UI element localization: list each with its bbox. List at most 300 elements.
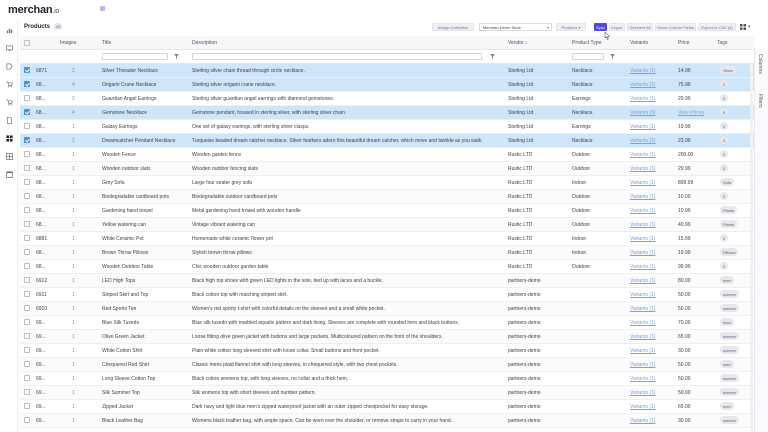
cell-description: Wooden garden fence: [192, 152, 242, 158]
cell-variants[interactable]: Variants (1): [630, 362, 656, 368]
table-row[interactable]: [20, 148, 754, 162]
cell-price: 65.00: [678, 334, 691, 340]
cell-price: 50.00: [678, 376, 691, 382]
cell-id: 69...: [36, 362, 46, 368]
cell-vendor: Rustic LTD: [508, 194, 533, 200]
table-row[interactable]: [20, 64, 754, 78]
monitor-icon[interactable]: [5, 44, 13, 52]
cell-variants[interactable]: Variants (1): [630, 138, 656, 144]
cell-product-type: Earrings: [572, 96, 591, 102]
cell-variants[interactable]: Variants (1): [630, 68, 656, 74]
cell-description: Womens black leather bag, with ample space. Can be worn over the shoulder, or remove straps to carry in your hand.: [192, 418, 453, 424]
row-checkbox[interactable]: [24, 375, 30, 381]
table-row[interactable]: [20, 246, 754, 260]
row-checkbox[interactable]: [24, 333, 30, 339]
cell-id: 68...: [36, 152, 46, 158]
cell-description: Classic mens plaid flannel shirt with long sleeves, in chequered style, with two chest pockets.: [192, 362, 398, 368]
cell-id: 69...: [36, 334, 46, 340]
cell-variants[interactable]: Variants (1): [630, 348, 656, 354]
row-checkbox[interactable]: [24, 137, 30, 143]
filters-tab[interactable]: Filters: [757, 94, 763, 108]
cell-description: Women's red sporty t-shirt with colorful details on the sleeves and a small white pocket.: [192, 306, 385, 312]
cell-id: 68...: [36, 208, 46, 214]
cell-variants[interactable]: Variants (3): [630, 110, 656, 116]
cell-variants[interactable]: Variants (1): [630, 180, 656, 186]
row-checkbox[interactable]: [24, 81, 30, 87]
show-custom-fields-button[interactable]: Show Custom Fields: [655, 23, 696, 31]
cell-id: 68...: [36, 166, 46, 172]
cell-product-type: Necklace: [572, 82, 593, 88]
cell-images: 4: [72, 110, 75, 116]
cell-vendor: partners-demo: [508, 362, 541, 368]
description-filter-input[interactable]: [192, 53, 482, 60]
cell-title: Wooden Fence: [102, 152, 136, 158]
cell-title: Yellow watering can: [102, 222, 147, 228]
cell-variants[interactable]: Variants (1): [630, 404, 656, 410]
cell-vendor: Rustic LTD: [508, 236, 533, 242]
cell-variants[interactable]: Variants (1): [630, 292, 656, 298]
cell-title: Dreamcatcher Pendant Necklace: [102, 138, 176, 144]
cell-title: White Ceramic Pot: [102, 236, 144, 242]
cell-description: Large four seater grey sofa: [192, 180, 253, 186]
tag-badge: women: [720, 332, 739, 340]
cell-product-type: Earrings: [572, 124, 591, 130]
cell-product-type: Outdoor: [572, 166, 591, 172]
cell-id: 6871: [36, 68, 48, 74]
table-row[interactable]: [20, 260, 754, 274]
product-count-badge: 40: [56, 24, 61, 29]
filter-icon[interactable]: [490, 54, 495, 59]
cell-vendor: partners-demo: [508, 376, 541, 382]
table-row[interactable]: [20, 190, 754, 204]
cell-title: Brown Throw Pillows: [102, 250, 149, 256]
tag-badge: men: [720, 276, 734, 284]
tag-badge: Silver: [720, 66, 736, 74]
cell-title: Silver Threader Necklace: [102, 68, 159, 74]
tag-badge: women: [720, 290, 739, 298]
cell-description: Gemstone pendant, housed in sterling silver, with sterling silver chain.: [192, 110, 347, 116]
row-checkbox[interactable]: [24, 361, 30, 367]
cell-price[interactable]: View Prices: [678, 110, 705, 116]
cell-id: 68...: [36, 194, 46, 200]
cell-price: 30.00: [678, 418, 691, 424]
tag-badge: men: [720, 318, 734, 326]
row-checkbox[interactable]: [24, 403, 30, 409]
document-icon[interactable]: [5, 116, 13, 124]
cart-alt-icon[interactable]: [5, 98, 13, 106]
cell-price: 29.99: [678, 166, 691, 172]
cell-title: Silk Summer Top: [102, 390, 140, 396]
title-filter-input[interactable]: [102, 53, 168, 60]
deselect-all-button[interactable]: Deselect All: [627, 23, 653, 31]
cell-id: 69...: [36, 418, 46, 424]
cell-description: Blue silk tuxedo with marbled aquatic pattern and dark lining. Sleeves are complete with rounded hem and black buttons.: [192, 320, 460, 326]
table-row[interactable]: [20, 330, 754, 344]
vertical-scrollbar[interactable]: [750, 64, 753, 432]
select-all-checkbox[interactable]: [24, 40, 30, 46]
cell-variants[interactable]: Variants (1): [630, 236, 656, 242]
cell-description: Dark navy and light blue men's zipped waterproof jacket with an outer zipped chestpocket for easy storage.: [192, 404, 429, 410]
table-row[interactable]: [20, 78, 754, 92]
cell-price: 70.00: [678, 320, 691, 326]
cell-description: Black cotton top with matching striped skirt.: [192, 292, 288, 298]
cell-title: White Cotton Shirt: [102, 348, 143, 354]
cell-images: 1: [72, 278, 75, 284]
cell-product-type: Necklace: [572, 138, 593, 144]
tag-badge: Plants: [720, 206, 737, 214]
cell-vendor: partners-demo: [508, 334, 541, 340]
tag-badge: 4: [720, 136, 728, 144]
cell-id: 69...: [36, 376, 46, 382]
cell-product-type: Outdoor: [572, 222, 591, 228]
row-checkbox[interactable]: [24, 221, 30, 227]
cell-title: Olive Green Jacket: [102, 334, 145, 340]
cell-price: 899.99: [678, 180, 694, 186]
cell-title: Biodegradable cardboard pots: [102, 194, 169, 200]
cell-price: 200.00: [678, 152, 694, 158]
cell-images: 2: [72, 68, 75, 74]
title-group: [24, 23, 62, 30]
cell-vendor: Sterling Ltd: [508, 68, 534, 74]
cell-title: Blue Silk Tuxedo: [102, 320, 140, 326]
table-row[interactable]: [20, 316, 754, 330]
table-row[interactable]: [20, 204, 754, 218]
table-row[interactable]: [20, 134, 754, 148]
tag-icon[interactable]: [5, 62, 13, 70]
cell-id: 6912: [36, 278, 48, 284]
cell-variants[interactable]: Variants (1): [630, 82, 656, 88]
table-row[interactable]: [20, 274, 754, 288]
cell-variants[interactable]: Variants (1): [630, 320, 656, 326]
table-row[interactable]: [20, 414, 754, 428]
table-header: [20, 36, 754, 50]
table-row[interactable]: [20, 400, 754, 414]
cell-variants[interactable]: Variants (1): [630, 208, 656, 214]
cell-variants[interactable]: Variants (1): [630, 376, 656, 382]
col-description[interactable]: Description: [192, 40, 218, 46]
chevron-down-icon: ▾: [546, 25, 549, 30]
cell-id: 68...: [36, 110, 46, 116]
row-checkbox[interactable]: [24, 67, 30, 73]
cell-vendor: partners-demo: [508, 278, 541, 284]
cell-images: 1: [72, 194, 75, 200]
top-bar: [0, 0, 768, 20]
row-checkbox[interactable]: [24, 319, 30, 325]
cell-id: 68...: [36, 96, 46, 102]
cart-icon[interactable]: [5, 80, 13, 88]
cell-description: Chic wooden outdoor garden table: [192, 264, 269, 270]
box-icon[interactable]: [5, 170, 13, 178]
cell-id: 68...: [36, 222, 46, 228]
view-chevron-icon[interactable]: ▾: [748, 24, 751, 30]
page-title: Products: [24, 23, 51, 30]
grid-icon[interactable]: [5, 134, 13, 142]
cell-title: Origami Crane Necklace: [102, 82, 157, 88]
row-checkbox[interactable]: [24, 151, 30, 157]
cell-variants[interactable]: Variants (1): [630, 222, 656, 228]
store-select[interactable]: Merchan Demo Store ▾: [479, 23, 552, 31]
cell-title: Grey Sofa: [102, 180, 125, 186]
cell-images: 4: [72, 82, 75, 88]
cell-variants[interactable]: Variants (1): [630, 194, 656, 200]
table-row[interactable]: [20, 344, 754, 358]
import-button[interactable]: Import: [609, 23, 625, 31]
cell-price: 80.00: [678, 278, 691, 284]
cell-images: 1: [72, 320, 75, 326]
type-filter-input[interactable]: [572, 53, 604, 60]
cell-description: Biodegradable outdoor cardboard pots: [192, 194, 278, 200]
cell-id: 6910: [36, 306, 48, 312]
cell-vendor: partners-demo: [508, 292, 541, 298]
cell-description: Sterling silver origami crane necklace.: [192, 82, 277, 88]
right-panel-tabs: [754, 48, 768, 432]
row-checkbox[interactable]: [24, 305, 30, 311]
cell-product-type: Necklace: [572, 110, 593, 116]
cell-product-type: Outdoor: [572, 208, 591, 214]
cell-id: 69...: [36, 390, 46, 396]
cell-price: 29.99: [678, 96, 691, 102]
tag-badge: 2: [720, 150, 728, 158]
cell-id: 68...: [36, 180, 46, 186]
cell-price: 10.99: [678, 208, 691, 214]
row-checkbox[interactable]: [24, 123, 30, 129]
tag-badge: women: [720, 304, 739, 312]
toolbar: [20, 22, 754, 34]
cell-variants[interactable]: Variants (1): [630, 334, 656, 340]
row-checkbox[interactable]: [24, 95, 30, 101]
notification-icon[interactable]: [100, 6, 105, 11]
mouse-cursor-icon: [604, 32, 610, 40]
cell-price: 65.00: [678, 404, 691, 410]
cell-description: Metal gardening hand trowel with wooden handle: [192, 208, 301, 214]
export-csv-button[interactable]: Export to CSV (4): [698, 23, 736, 31]
cell-id: 69...: [36, 320, 46, 326]
cell-description: Turquoise beaded dream catcher necklace. Silver feathers adorn this beautiful dream catcher, which move and twinkle as you walk.: [192, 138, 483, 144]
cell-product-type: Indoor: [572, 236, 587, 242]
cell-description: Silk womens top with short sleeves and number pattern.: [192, 390, 316, 396]
table-row[interactable]: [20, 176, 754, 190]
cell-description: Homemade white ceramic flower pot: [192, 236, 273, 242]
cell-vendor: Sterling Ltd: [508, 110, 534, 116]
cell-price: 50.00: [678, 292, 691, 298]
cell-images: 1: [72, 152, 75, 158]
row-checkbox[interactable]: [24, 193, 30, 199]
tag-badge: women: [720, 416, 739, 424]
row-checkbox[interactable]: [24, 291, 30, 297]
tag-badge: women: [720, 374, 739, 382]
cell-vendor: Rustic LTD: [508, 152, 533, 158]
cell-id: 6881: [36, 236, 48, 242]
cell-description: Black high top shoes with green LED lights in the sole, tied up with laces and a buckle.: [192, 278, 384, 284]
cell-price: 19.99: [678, 124, 691, 130]
assign-collection-button[interactable]: Assign Collection: [432, 23, 474, 31]
cell-variants[interactable]: Variants (1): [630, 306, 656, 312]
cell-product-type: Necklace: [572, 68, 593, 74]
cell-description: Stylish brown throw pillows: [192, 250, 252, 256]
row-checkbox[interactable]: [24, 207, 30, 213]
cell-title: Zipped Jacket: [102, 404, 134, 410]
col-tags[interactable]: Tags: [717, 40, 728, 46]
tag-badge: women: [720, 388, 739, 396]
cell-price: 50.00: [678, 390, 691, 396]
cell-id: 68...: [36, 250, 46, 256]
table-row[interactable]: [20, 372, 754, 386]
tag-badge: 2: [720, 94, 728, 102]
cell-id: 6911: [36, 292, 47, 298]
col-product-type[interactable]: Product Type: [572, 40, 602, 46]
cell-vendor: Sterling Ltd: [508, 138, 534, 144]
row-checkbox[interactable]: [24, 109, 30, 115]
cell-vendor: Rustic LTD: [508, 222, 533, 228]
app-logo[interactable]: merchan.io: [8, 4, 60, 16]
products-select[interactable]: Products ▾: [556, 23, 586, 31]
cell-variants[interactable]: Variants (1): [630, 96, 656, 102]
cell-product-type: Outdoor: [572, 152, 591, 158]
cell-product-type: Outdoor: [572, 264, 591, 270]
cell-price: 23.99: [678, 138, 691, 144]
cell-variants[interactable]: Variants (1): [630, 264, 656, 270]
cell-images: 1: [72, 292, 75, 298]
cell-vendor: Rustic LTD: [508, 180, 533, 186]
row-checkbox[interactable]: [24, 165, 30, 171]
tag-badge: 2: [720, 80, 728, 88]
cell-variants[interactable]: Variants (1): [630, 166, 656, 172]
filter-icon[interactable]: [174, 54, 179, 59]
cell-images: 1: [72, 124, 75, 130]
cell-title: Long Sleeve Cotton Top: [102, 376, 156, 382]
col-price[interactable]: Price: [678, 40, 690, 46]
table-row[interactable]: [20, 232, 754, 246]
cell-description: One set of galaxy earrings, with sterling silver clasps.: [192, 124, 310, 130]
table-row[interactable]: [20, 288, 754, 302]
table-row[interactable]: [20, 162, 754, 176]
cell-vendor: partners-demo: [508, 418, 541, 424]
row-checkbox[interactable]: [24, 249, 30, 255]
table-row[interactable]: [20, 120, 754, 134]
row-checkbox[interactable]: [24, 347, 30, 353]
col-title[interactable]: Title: [102, 40, 112, 46]
cell-price: 10.00: [678, 194, 691, 200]
cell-images: 2: [72, 96, 75, 102]
col-vendor[interactable]: Vendor ↓: [508, 40, 528, 46]
row-checkbox[interactable]: [24, 389, 30, 395]
cell-images: 2: [72, 138, 75, 144]
col-images[interactable]: Images: [60, 40, 77, 46]
cell-title: Gardening hand trowel: [102, 208, 153, 214]
cell-variants[interactable]: Variants (1): [630, 152, 656, 158]
row-checkbox[interactable]: [24, 179, 30, 185]
columns-tab[interactable]: Columns: [757, 54, 763, 74]
cell-vendor: Rustic LTD: [508, 208, 533, 214]
cell-title: Wooden outdoor slats: [102, 166, 151, 172]
cell-variants[interactable]: Variants (1): [630, 250, 656, 256]
cell-images: 1: [72, 264, 75, 270]
row-checkbox[interactable]: [24, 417, 30, 423]
cell-id: 68...: [36, 82, 46, 88]
cell-price: 40.99: [678, 222, 691, 228]
table-row[interactable]: [20, 218, 754, 232]
cell-price: 19.99: [678, 250, 691, 256]
row-checkbox[interactable]: [24, 277, 30, 283]
cell-vendor: Rustic LTD: [508, 250, 533, 256]
tag-badge: 2: [720, 122, 728, 130]
tag-badge: women: [720, 346, 739, 354]
cell-vendor: partners-demo: [508, 320, 541, 326]
cell-title: Guardian Angel Earrings: [102, 96, 157, 102]
products-table: [20, 36, 754, 432]
tag-badge: Pillows: [720, 248, 738, 256]
table-icon[interactable]: [5, 152, 13, 160]
cell-images: 1: [72, 306, 75, 312]
table-row[interactable]: [20, 358, 754, 372]
cell-images: 1: [72, 236, 75, 242]
tag-badge: 5: [720, 108, 728, 116]
cell-title: Striped Skirt and Top: [102, 292, 149, 298]
cell-description: Wooden outdoor fencing slats: [192, 166, 259, 172]
cell-price: 30.00: [678, 348, 691, 354]
tag-badge: 2: [720, 262, 728, 270]
row-checkbox[interactable]: [24, 263, 30, 269]
cell-images: 1: [72, 334, 75, 340]
tag-badge: men: [720, 402, 734, 410]
cell-description: Sterling silver guardian angel earrings with diamond gemstones.: [192, 96, 335, 102]
sync-button[interactable]: Sync: [594, 23, 607, 31]
cell-title: Galaxy Earrings: [102, 124, 138, 130]
cell-title: Chequered Red Shirt: [102, 362, 149, 368]
cell-price: 99.99: [678, 264, 691, 270]
cell-vendor: Rustic LTD: [508, 264, 533, 270]
cell-id: 68...: [36, 264, 46, 270]
table-row[interactable]: [20, 302, 754, 316]
cell-images: 1: [72, 376, 75, 382]
cell-images: 1: [72, 362, 75, 368]
cell-description: Plain white cotton long sleeved shirt with loose collar. Small buttons and front pocket.: [192, 348, 380, 354]
cell-images: 1: [72, 180, 75, 186]
cell-price: 75.99: [678, 82, 691, 88]
filter-icon[interactable]: [610, 54, 615, 59]
tag-badge: 2: [720, 234, 728, 242]
tag-badge: Sofa: [720, 178, 734, 186]
cell-description: Sterling silver chain thread through circle necklace.: [192, 68, 305, 74]
cell-vendor: Sterling Ltd: [508, 82, 534, 88]
cell-title: Gemstone Necklace: [102, 110, 148, 116]
filter-row: [20, 50, 754, 64]
tag-badge: Plants: [720, 220, 737, 228]
table-row[interactable]: [20, 106, 754, 120]
cell-vendor: partners-demo: [508, 404, 541, 410]
cell-vendor: partners-demo: [508, 348, 541, 354]
cell-vendor: partners-demo: [508, 306, 541, 312]
col-variants[interactable]: Variants: [630, 40, 648, 46]
cell-vendor: partners-demo: [508, 390, 541, 396]
table-row[interactable]: [20, 386, 754, 400]
cell-variants[interactable]: Variants (1): [630, 390, 656, 396]
cell-variants[interactable]: Variants (1): [630, 124, 656, 130]
cell-variants[interactable]: Variants (1): [630, 278, 656, 284]
cell-images: 1: [72, 166, 75, 172]
chart-icon[interactable]: [5, 26, 13, 34]
cell-variants[interactable]: Variants (1): [630, 418, 656, 424]
cell-price: 50.00: [678, 362, 691, 368]
cell-description: Loose fitting olive green jacket with buttons and large pockets. Multicoloured pattern on the front of the shoulders.: [192, 334, 443, 340]
tag-badge: 2: [720, 164, 728, 172]
table-row[interactable]: [20, 92, 754, 106]
cell-images: 1: [72, 208, 75, 214]
cell-vendor: Sterling Ltd: [508, 124, 534, 130]
cell-id: 68...: [36, 124, 46, 130]
view-grid-icon[interactable]: [740, 24, 746, 30]
row-checkbox[interactable]: [24, 235, 30, 241]
